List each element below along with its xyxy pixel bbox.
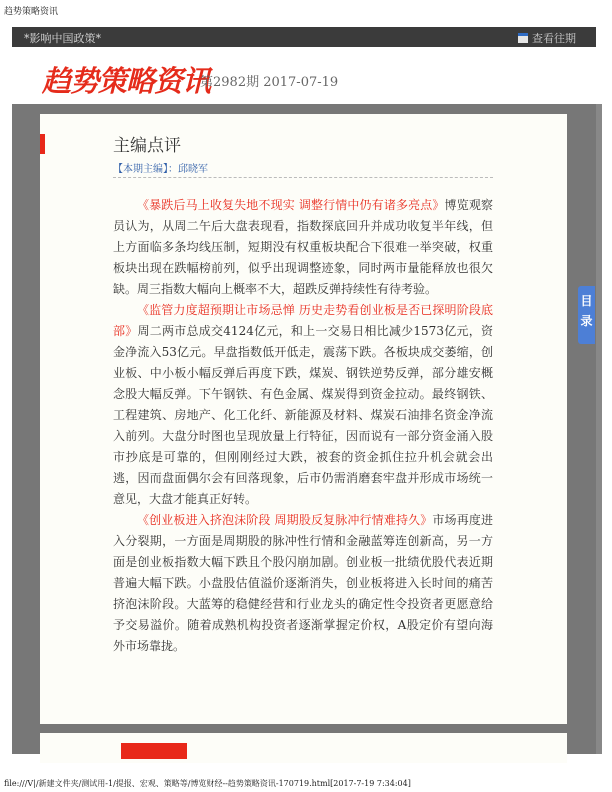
issue-info: 第2982期 2017-07-19 bbox=[200, 75, 339, 90]
paragraph-text: 博览观察员认为，从周二午后大盘表现看，指数探底回升并成功收复半年线，但上方面临多条均线压制，短期没有权重板块配合下很难一举突破，权重板块出现在跌幅榜前列，似乎出现调整迹象，同时两市量能释放也很欠缺。周三指数大幅向上概率不大，超跌反弹持续性有待考验。 bbox=[113, 198, 493, 296]
paragraph-text: 市场再度进入分裂期，一方面是周期股的脉冲性行情和金融蓝筹连创新高，另一方面是创业板指数大幅下跌且个股闪崩加剧。创业板一批绩优股代表近期普遍大幅下跌。小盘股估值溢价逐渐消失，创业板将进入长时间的痛苦挤泡沫阶段。大蓝筹的稳健经营和行业龙头的确定性令投资者更愿意给予交易溢价。随着成熟机构投资者逐渐掌握定价权，A股定价有望向海外市场靠拢。 bbox=[113, 513, 493, 653]
next-article-card bbox=[40, 733, 567, 763]
archive-label: 查看往期 bbox=[532, 32, 576, 45]
archive-link[interactable] bbox=[518, 30, 576, 46]
divider bbox=[113, 177, 493, 178]
headline-link[interactable]: 《监管力度超预期让市场忌惮 历史走势看创业板是否已探明阶段底部》 bbox=[113, 303, 493, 338]
toc-button[interactable]: 目录 bbox=[578, 286, 595, 344]
topbar-tagline: *影响中国政策* bbox=[24, 32, 101, 45]
print-footer: file:///V|/新建文件夹/测试用-1/提报、宏观、策略等/博览财经--趋势策略资讯-170719.html[2017-7-19 7:34:04] bbox=[4, 779, 411, 788]
paragraph bbox=[113, 195, 493, 300]
editor-name-link[interactable]: 邱晓军 bbox=[178, 164, 208, 175]
editor-label: 【本期主编】： bbox=[113, 164, 178, 175]
editor-line bbox=[113, 160, 208, 175]
paragraph bbox=[113, 300, 493, 510]
headline-link[interactable]: 《创业板进入挤泡沫阶段 周期股反复脉冲行情难持久》 bbox=[137, 513, 433, 527]
article-body bbox=[113, 195, 493, 657]
paragraph bbox=[113, 510, 493, 657]
calendar-icon bbox=[518, 33, 528, 43]
print-header: 趋势策略资讯 bbox=[4, 7, 59, 17]
top-bar bbox=[12, 27, 596, 47]
next-section-tab bbox=[121, 743, 187, 759]
section-title: 主编点评 bbox=[113, 136, 181, 156]
section-marker bbox=[40, 134, 45, 154]
banner bbox=[12, 47, 596, 105]
paragraph-text: 周二两市总成交4124亿元，和上一交易日相比减少1573亿元，资金净流入53亿元。早盘指数低开低走，震荡下跌。各板块成交萎缩，创业板、中小板小幅反弹后再度下跌，煤炭、钢铁逆势反弹，部分雄安概念股大幅反弹。下午钢铁、有色金属、煤炭得到资金拉动。最终钢铁、工程建筑、房地产、化工化纤、新能源及材料、煤炭石油排名资金净流入前列。大盘分时图也呈现放量上行特征，因而说有一部分资金涌入股市抄底是可靠的，但刚刚经过大跌，被套的资金抓住拉升机会就会出逃，因而盘面偶尔会有回落现象，后市仍需消磨套牢盘并形成市场统一意见，大盘才能真正好转。 bbox=[113, 324, 493, 506]
logo: 趋势策略资讯 bbox=[42, 64, 211, 98]
headline-link[interactable]: 《暴跌后马上收复失地不现实 调整行情中仍有诸多亮点》 bbox=[137, 198, 445, 212]
scrollbar-track[interactable] bbox=[596, 104, 602, 754]
